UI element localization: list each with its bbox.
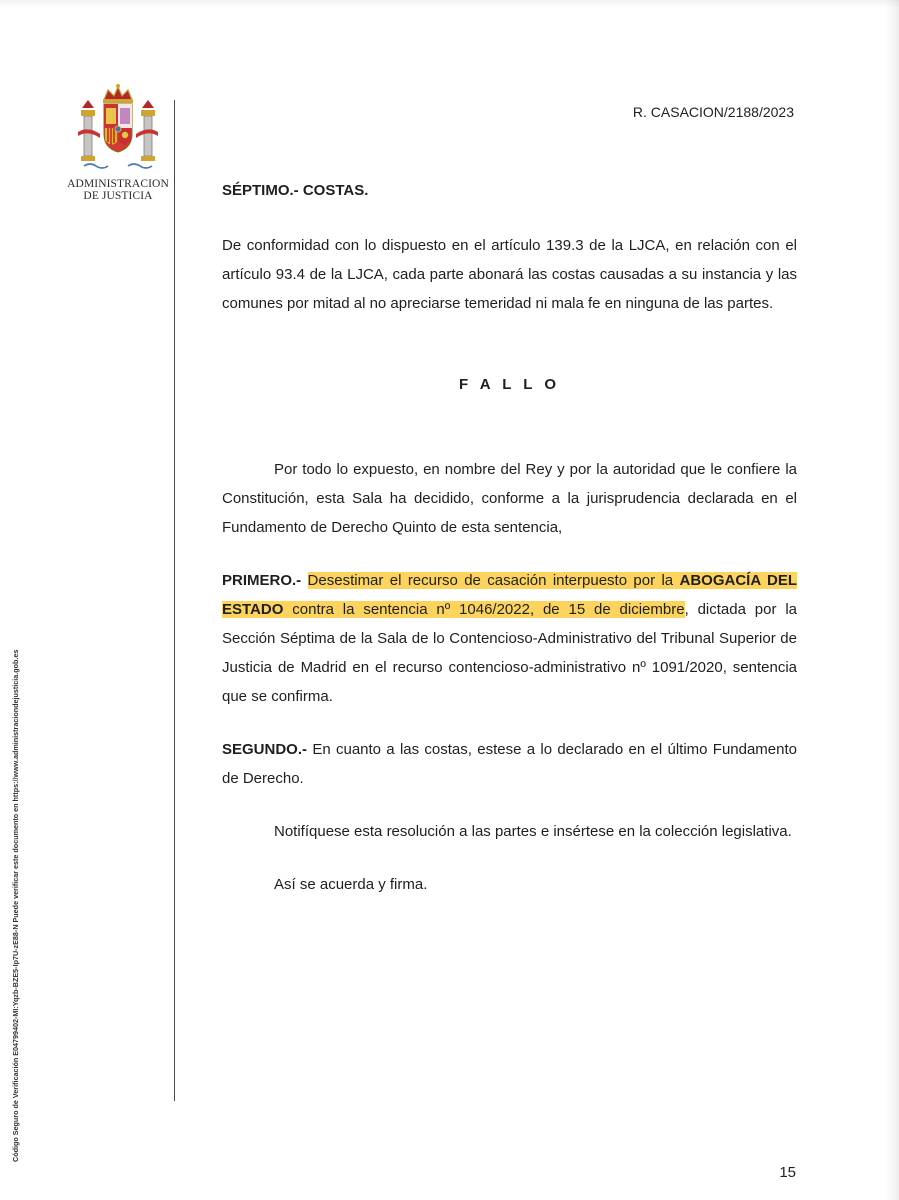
septimo-heading: SÉPTIMO.- COSTAS. <box>222 182 369 199</box>
intro-paragraph: Por todo lo expuesto, en nombre del Rey y por la autoridad que le confiere la Constitución, esta Sala ha decidido, conforme a la jurisprudencia declarada en el Fundamento de Derecho Quinto de esta sentencia, <box>222 461 797 536</box>
logo-caption-line-1: ADMINISTRACION <box>67 178 169 190</box>
page-top-shadow <box>0 0 899 8</box>
document-body <box>222 176 797 899</box>
closing-paragraph: Así se acuerda y firma. <box>274 876 428 893</box>
segundo-label: SEGUNDO.- <box>222 741 308 758</box>
page-number: 15 <box>779 1164 796 1181</box>
notify-paragraph: Notifíquese esta resolución a las partes e insértese en la colección legislativa. <box>274 823 792 840</box>
septimo-paragraph: De conformidad con lo dispuesto en el artículo 139.3 de la LJCA, en relación con el artículo 93.4 de la LJCA, cada parte abonará las costas causadas a su instancia y las comunes por mitad al no apreciarse temeridad ni mala fe en ninguna de las partes. <box>222 237 797 312</box>
primero-label: PRIMERO.- <box>222 572 302 589</box>
primero-paragraph <box>222 566 797 711</box>
primero-rest: , dictada por la Sección Séptima de la Sala de lo Contencioso-Administrativo del Tribunal Superior de Justicia de Madrid en el recurso contencioso-administrativo nº 1091/2020, sentencia que se confirma. <box>222 601 798 705</box>
logo-caption <box>62 178 174 202</box>
margin-vertical-rule <box>174 100 175 1101</box>
primero-highlight-part-2: contra la sentencia nº 1046/2022, de 15 de diciembre <box>292 601 685 618</box>
page-edge-shadow <box>885 0 899 1200</box>
case-reference: R. CASACION/2188/2023 <box>632 104 794 120</box>
primero-highlight-part-1: Desestimar el recurso de casación interpuesto por la <box>307 572 674 589</box>
fallo-heading: F A L L O <box>458 376 560 393</box>
coat-of-arms-icon <box>70 82 166 178</box>
logo-caption-line-2: DE JUSTICIA <box>83 190 153 202</box>
segundo-paragraph <box>222 735 797 793</box>
administracion-justicia-logo <box>62 82 174 204</box>
primero-highlight-abogacia: ABOGACÍA DEL ESTADO <box>222 572 797 618</box>
verification-code-text: Código Seguro de Verificación E04799402-MI:Yqzb-BZE5-Ip7U-zE88-N Puede verificar este documento en https://www.administraciondejusticia.gob.es <box>11 649 20 1162</box>
segundo-body: En cuanto a las costas, estese a lo declarado en el último Fundamento de Derecho. <box>222 741 798 787</box>
